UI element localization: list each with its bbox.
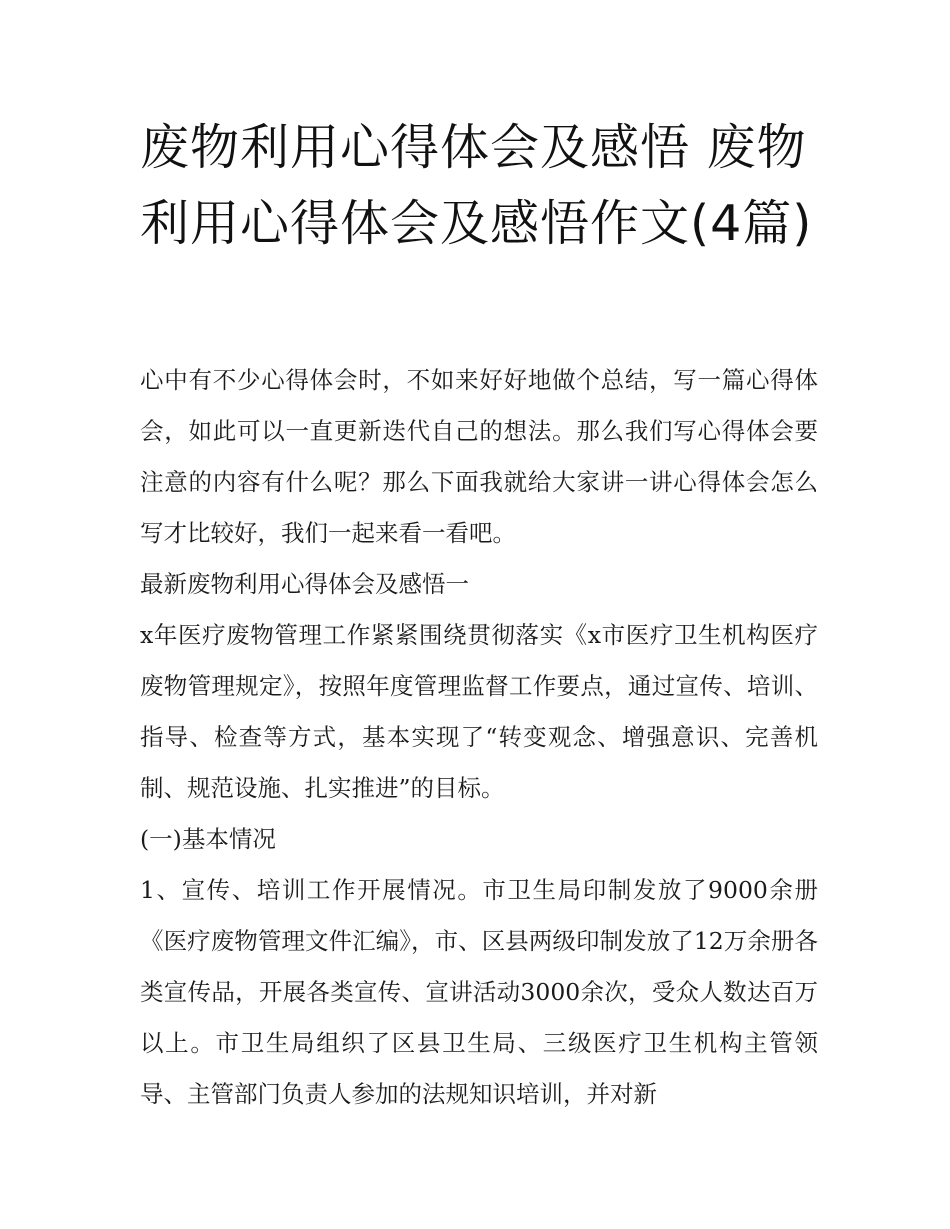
- document-title: 废物利用心得体会及感悟 废物利用心得体会及感悟作文(4篇): [140, 119, 813, 252]
- document-body: [140, 355, 818, 1120]
- body-paragraph: x年医疗废物管理工作紧紧围绕贯彻落实《x市医疗卫生机构医疗废物管理规定》，按照年度管理监督工作要点，通过宣传、培训、指导、检查等方式，基本实现了“转变观念、增强意识、完善机制、规范设施、扎实推进”的目标。: [140, 621, 818, 802]
- body-paragraph: 1、宣传、培训工作开展情况。市卫生局印制发放了9000余册《医疗废物管理文件汇编》，市、区县两级印制发放了12万余册各类宣传品，开展各类宣传、宣讲活动3000余次，受众人数达百万以上。市卫生局组织了区县卫生局、三级医疗卫生机构主管领导、主管部门负责人参加的法规知识培训，并对新: [140, 876, 818, 1108]
- section-heading: 最新废物利用心得体会及感悟一: [140, 570, 469, 598]
- intro-paragraph: 心中有不少心得体会时，不如来好好地做个总结，写一篇心得体会，如此可以一直更新迭代自己的想法。那么我们写心得体会要注意的内容有什么呢？那么下面我就给大家讲一讲心得体会怎么写才比较好，我们一起来看一看吧。: [140, 366, 818, 547]
- subsection-heading: (一)基本情况: [140, 825, 276, 853]
